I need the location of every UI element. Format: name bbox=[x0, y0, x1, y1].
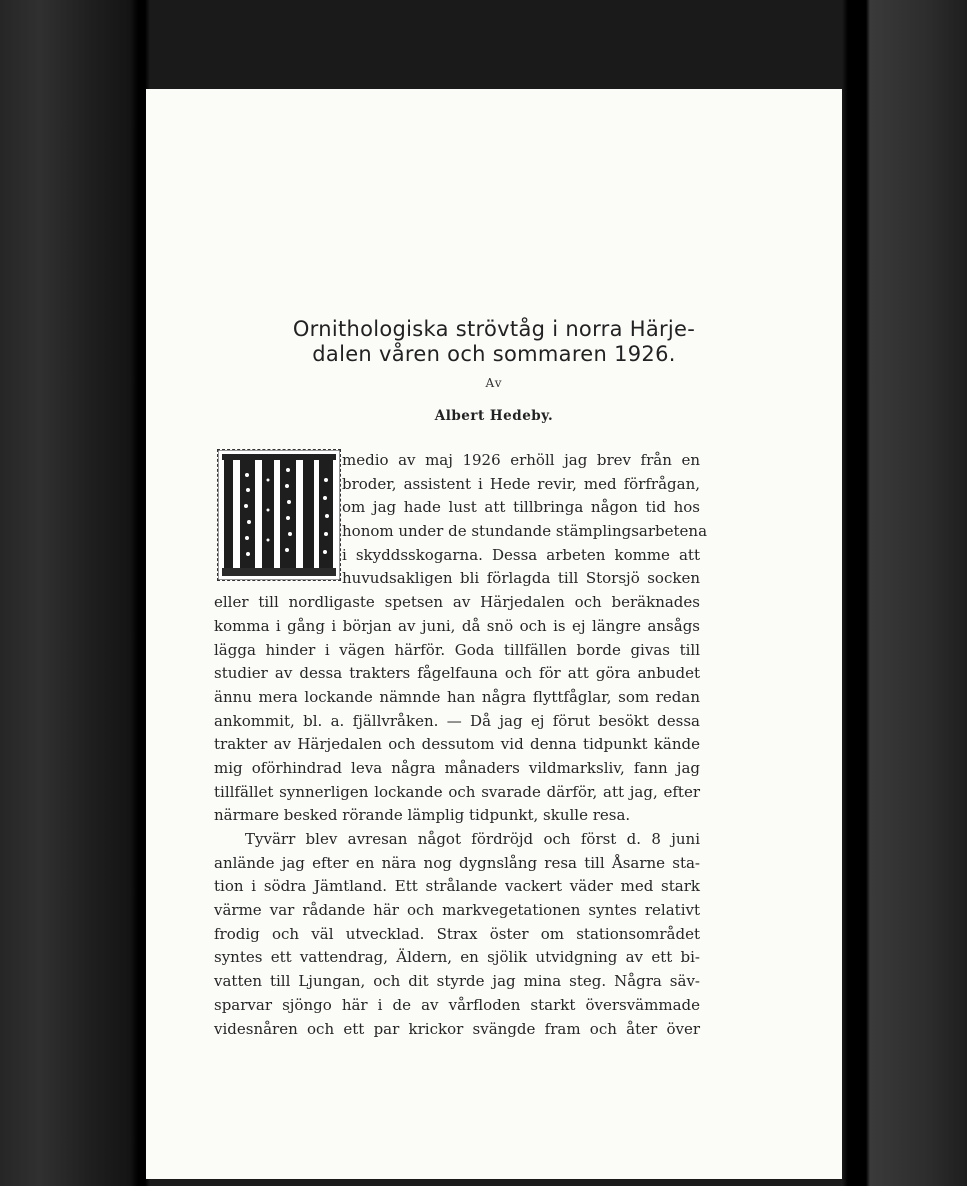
paragraph-2 bbox=[214, 828, 700, 1041]
text-line: komma i gång i början av juni, då snö och is ej längre ansågs bbox=[214, 616, 700, 635]
text-line: värme var rådande här och markvegetationen syntes relativt bbox=[214, 901, 700, 920]
text-line: sparvar sjöngo här i de av vårfloden starkt översvämmade bbox=[214, 995, 700, 1014]
title-line-2: dalen våren och sommaren 1926. bbox=[312, 342, 676, 366]
text-line: om jag hade lust att tillbringa någon tid hos bbox=[342, 498, 700, 517]
text-line: eller till nordligaste spetsen av Härjedalen och beräknades bbox=[214, 593, 700, 612]
text-line: ankommit, bl. a. fjällvråken. — Då jag ej förut besökt dessa bbox=[214, 711, 700, 730]
text-line: honom under de stundande stämplingsarbetena bbox=[342, 522, 708, 541]
text-line: videsnåren och ett par krickor svängde fram och åter över bbox=[214, 1019, 700, 1038]
text-line: trakter av Härjedalen och dessutom vid denna tidpunkt kände bbox=[214, 735, 700, 754]
text-line: lägga hinder i vägen härför. Goda tillfällen borde givas till bbox=[214, 640, 700, 659]
article-body bbox=[214, 449, 708, 1041]
article-title bbox=[146, 317, 842, 367]
book-page bbox=[146, 89, 842, 1179]
text-line: broder, assistent i Hede revir, med förfrågan, bbox=[342, 474, 700, 493]
text-line: i skyddsskogarna. Dessa arbeten komme att bbox=[342, 545, 700, 564]
text-line: mig oförhindrad leva några månaders vildmarksliv, fann jag bbox=[214, 758, 700, 777]
author-name: Albert Hedeby. bbox=[434, 408, 554, 424]
title-line-1: Ornithologiska strövtåg i norra Härje- bbox=[292, 317, 696, 341]
text-line: ännu mera lockande nämnde han några flyttfåglar, som redan bbox=[214, 687, 700, 706]
byline-prefix: Av bbox=[485, 376, 503, 390]
text-line: närmare besked rörande lämplig tidpunkt, skulle resa. bbox=[214, 806, 631, 825]
paragraph-1 bbox=[214, 449, 708, 828]
text-line: vatten till Ljungan, och dit styrde jag mina steg. Några säv- bbox=[214, 972, 700, 991]
text-line: Tyvärr blev avresan något fördröjd och först d. 8 juni bbox=[245, 830, 700, 848]
text-line: frodig och väl utvecklad. Strax öster om stationsområdet bbox=[214, 924, 700, 943]
text-line: huvudsakligen bli förlagda till Storsjö socken bbox=[342, 569, 700, 588]
text-line: studier av dessa trakters fågelfauna och för att göra anbudet bbox=[214, 664, 700, 683]
text-line: medio av maj 1926 erhöll jag brev från en bbox=[342, 451, 700, 469]
text-line: anlände jag efter en nära nog dygnslång resa till Åsarne sta- bbox=[214, 853, 700, 872]
text-line: syntes ett vattendrag, Äldern, en sjölik utvidgning av ett bi- bbox=[214, 948, 700, 967]
text-line: tillfället synnerligen lockande och svarade därför, att jag, efter bbox=[214, 782, 700, 801]
text-line: tion i södra Jämtland. Ett strålande vackert väder med stark bbox=[214, 877, 700, 896]
